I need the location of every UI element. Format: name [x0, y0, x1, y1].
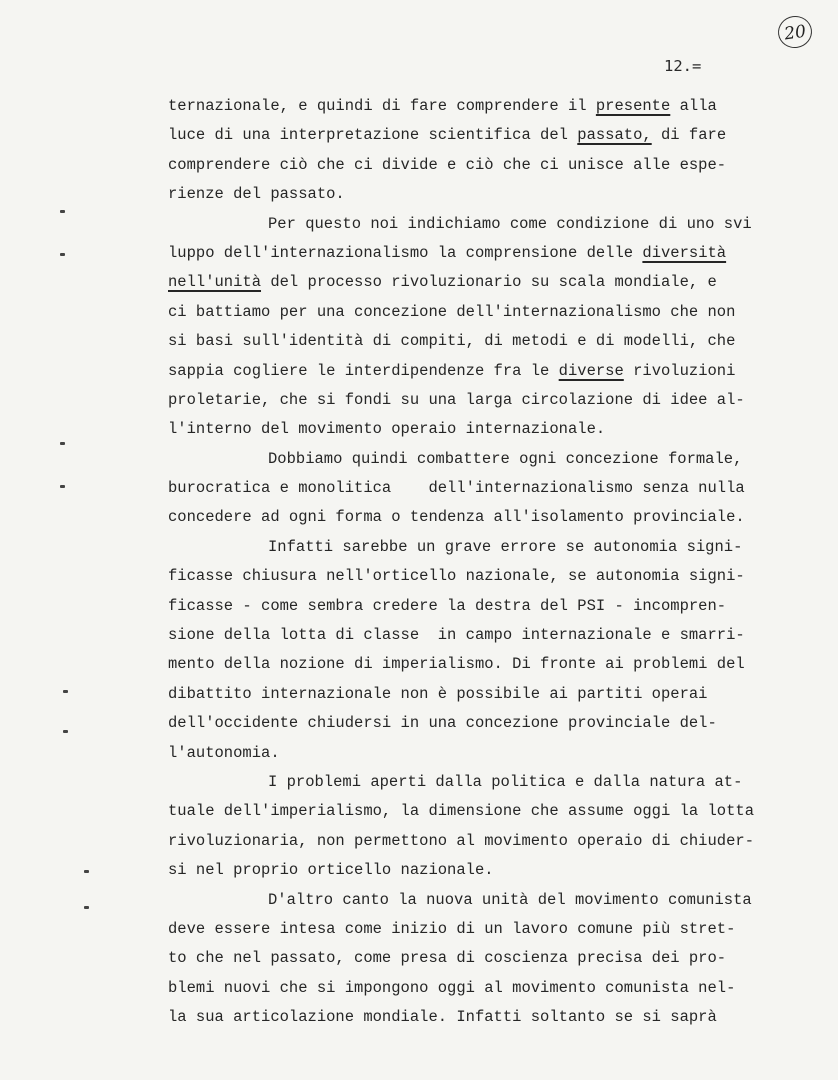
- line-text: ternazionale, e quindi di fare comprendere il: [168, 97, 596, 115]
- line-text: concedere ad ogni forma o tendenza all'isolamento provinciale.: [168, 508, 745, 527]
- margin-mark: [60, 210, 65, 213]
- line-text: proletarie, che si fondi su una larga circolazione di idee al-: [168, 390, 745, 409]
- line-text: luce di una interpretazione scientifica del: [168, 126, 578, 145]
- underlined-text: nell'unità: [168, 273, 262, 292]
- line-text: tuale dell'imperialismo, la dimensione che assume oggi la lotta: [168, 802, 754, 821]
- line-text: Per questo noi indichiamo come condizione di uno svi: [268, 214, 752, 233]
- text-line: [168, 180, 788, 209]
- text-line: [168, 327, 788, 356]
- line-text: di fare: [651, 126, 727, 145]
- line-text: dibattito internazionale non è possibile ai partiti operai: [168, 684, 708, 703]
- line-text: dell'occidente chiudersi in una concezione provinciale del-: [168, 714, 717, 733]
- underlined-text: diversità: [642, 243, 727, 262]
- line-text: ci battiamo per una concezione dell'internazionalismo che non: [168, 302, 736, 321]
- line-text: blemi nuovi che si impongono oggi al movimento comunista nel-: [168, 978, 736, 997]
- line-text: sione della lotta di classe in campo internazionale e smarri-: [168, 626, 745, 645]
- text-line: [168, 592, 788, 621]
- text-line: [168, 151, 788, 180]
- text-line: [168, 533, 788, 562]
- text-line: [168, 856, 788, 885]
- text-line: [168, 768, 788, 797]
- text-line: [168, 915, 788, 944]
- underlined-text: diverse: [558, 361, 624, 380]
- line-text: l'interno del movimento operaio internazionale.: [168, 420, 606, 439]
- page-stamp: 20: [776, 14, 814, 50]
- text-line: [168, 445, 788, 474]
- line-text: luppo dell'internazionalismo la comprensione delle: [168, 243, 643, 262]
- text-line: [168, 268, 788, 297]
- line-text: to che nel passato, come presa di coscienza precisa dei pro-: [168, 949, 727, 968]
- text-line: [168, 415, 788, 444]
- text-line: [168, 562, 788, 591]
- text-line: [168, 239, 788, 268]
- text-line: [168, 92, 788, 121]
- line-text: Dobbiamo quindi combattere ogni concezione formale,: [268, 449, 743, 468]
- margin-mark: [60, 442, 65, 445]
- text-line: [168, 944, 788, 973]
- text-line: [168, 474, 788, 503]
- text-line: [168, 680, 788, 709]
- line-text: I problemi aperti dalla politica e dalla natura at-: [268, 772, 743, 791]
- line-text: comprendere ciò che ci divide e ciò che ci unisce alle espe-: [168, 155, 727, 174]
- text-line: [168, 709, 788, 738]
- margin-mark: [60, 253, 65, 256]
- text-line: [168, 121, 788, 150]
- line-text: rienze del passato.: [168, 185, 345, 204]
- text-line: [168, 827, 788, 856]
- text-line: [168, 298, 788, 327]
- line-text: mento della nozione di imperialismo. Di fronte ai problemi del: [168, 655, 745, 674]
- text-line: [168, 797, 788, 826]
- underlined-text: passato,: [577, 126, 652, 145]
- text-line: [168, 503, 788, 532]
- line-text: burocratica e monolitica dell'internazionalismo senza nulla: [168, 479, 745, 498]
- text-line: [168, 974, 788, 1003]
- line-text: sappia cogliere le interdipendenze fra le: [168, 361, 559, 380]
- line-text: Infatti sarebbe un grave errore se autonomia signi-: [268, 537, 743, 556]
- margin-mark: [60, 485, 65, 488]
- page-number: 12.=: [664, 57, 702, 75]
- margin-mark: [84, 870, 89, 873]
- line-text: si basi sull'identità di compiti, di metodi e di modelli, che: [168, 332, 736, 351]
- text-line: [168, 1003, 788, 1032]
- text-line: [168, 210, 788, 239]
- text-line: [168, 386, 788, 415]
- text-line: [168, 739, 788, 768]
- line-text: la sua articolazione mondiale. Infatti soltanto se si saprà: [168, 1008, 717, 1027]
- line-text: alla: [670, 97, 717, 115]
- text-line: [168, 621, 788, 650]
- line-text: deve essere intesa come inizio di un lavoro comune più stret-: [168, 919, 736, 938]
- line-text: si nel proprio orticello nazionale.: [168, 861, 494, 880]
- document-body: [168, 92, 788, 1033]
- line-text: ficasse - come sembra credere la destra del PSI - incompren-: [168, 596, 727, 615]
- underlined-text: presente: [595, 97, 671, 115]
- text-line: [168, 357, 788, 386]
- line-text: D'altro canto la nuova unità del movimento comunista: [268, 890, 752, 909]
- line-text: ficasse chiusura nell'orticello nazionale, se autonomia signi-: [168, 567, 745, 586]
- line-text: rivoluzioni: [623, 361, 736, 380]
- text-line: [168, 650, 788, 679]
- line-text: rivoluzionaria, non permettono al movimento operaio di chiuder-: [168, 831, 754, 850]
- margin-mark: [63, 730, 68, 733]
- line-text: l'autonomia.: [168, 743, 280, 762]
- margin-mark: [63, 690, 68, 693]
- text-line: [168, 886, 788, 915]
- margin-mark: [84, 906, 89, 909]
- line-text: del processo rivoluzionario su scala mondiale, e: [261, 273, 717, 292]
